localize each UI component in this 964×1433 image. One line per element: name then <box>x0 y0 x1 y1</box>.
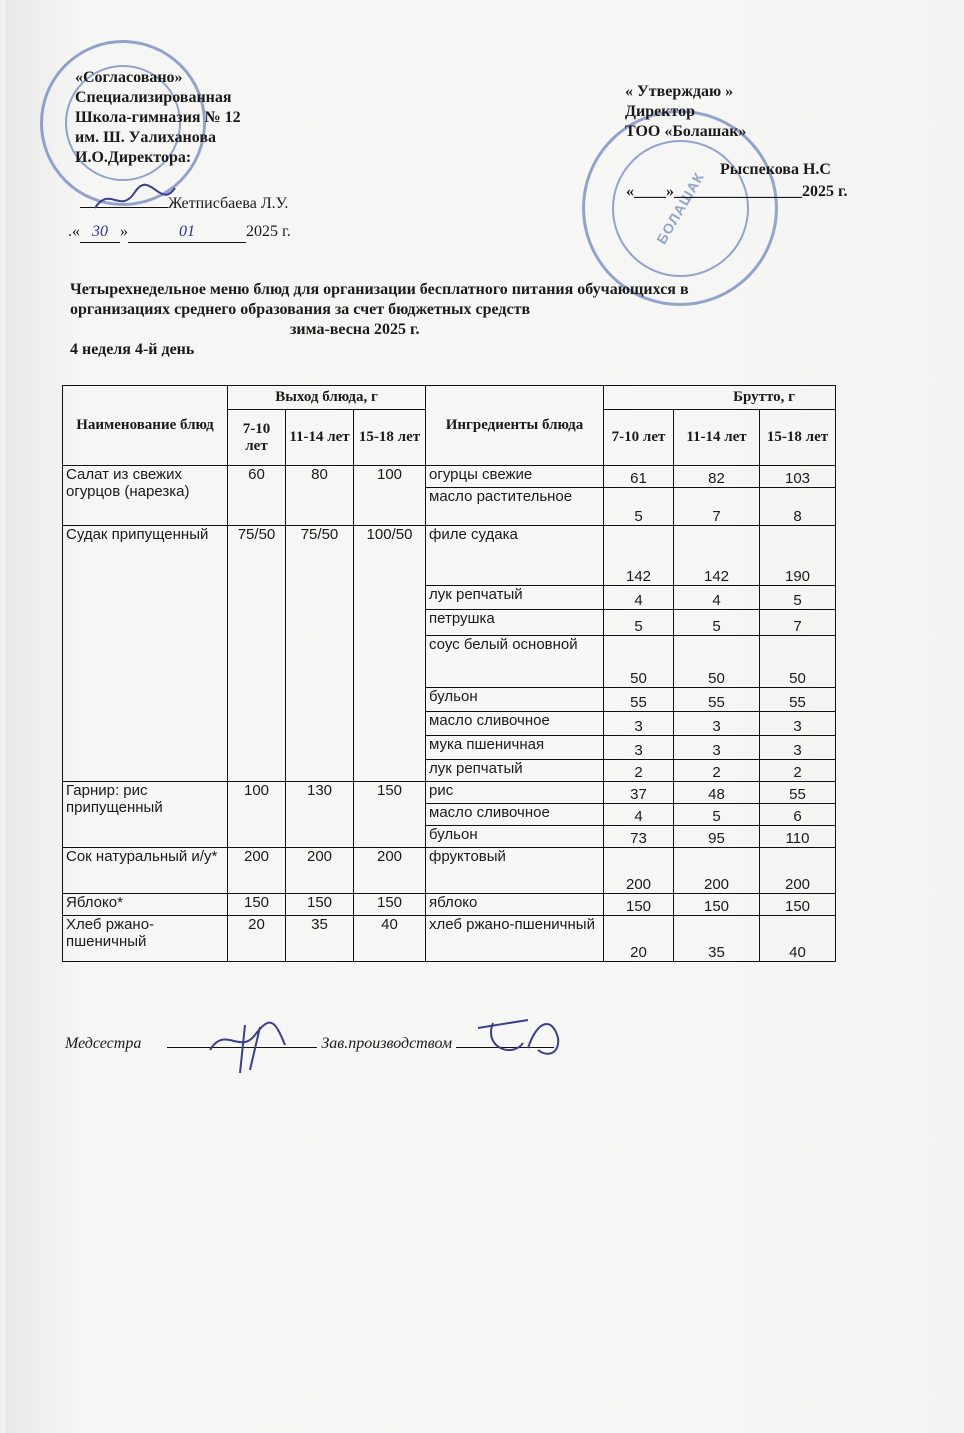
gross-15-18: 103 <box>760 466 836 488</box>
header-age-7-10: 7-10 лет <box>228 410 286 466</box>
left-signature <box>90 180 180 220</box>
approval-right-line1: « Утверждаю » <box>625 83 734 100</box>
ingredient-name: соус белый основной <box>426 636 604 688</box>
approval-right <box>625 82 746 142</box>
table-row <box>63 848 836 894</box>
gross-15-18: 40 <box>760 916 836 962</box>
approval-left-line4: им. Ш. Уалиханова <box>75 129 217 146</box>
approval-right-signer: Рыспекова Н.С <box>720 161 831 178</box>
approval-right-line2: Директор <box>625 103 695 120</box>
gross-11-14: 82 <box>674 466 760 488</box>
gross-7-10: 200 <box>604 848 674 894</box>
nurse-signature <box>205 1015 295 1075</box>
ingredient-name: бульон <box>426 826 604 848</box>
gross-15-18: 6 <box>760 804 836 826</box>
gross-11-14: 3 <box>674 736 760 760</box>
gross-11-14: 5 <box>674 804 760 826</box>
output-7-10: 75/50 <box>228 526 286 782</box>
gross-11-14: 55 <box>674 688 760 712</box>
gross-11-14: 95 <box>674 826 760 848</box>
gross-7-10: 37 <box>604 782 674 804</box>
gross-7-10: 50 <box>604 636 674 688</box>
gross-7-10: 3 <box>604 712 674 736</box>
output-7-10: 20 <box>228 916 286 962</box>
document-title <box>70 280 830 360</box>
header-gross-age-15-18: 15-18 лет <box>760 410 836 466</box>
gross-15-18: 110 <box>760 826 836 848</box>
ingredient-name: лук репчатый <box>426 760 604 782</box>
nurse-label: Медсестра <box>65 1035 142 1052</box>
output-15-18: 40 <box>354 916 426 962</box>
gross-7-10: 73 <box>604 826 674 848</box>
output-11-14: 75/50 <box>286 526 354 782</box>
output-7-10: 60 <box>228 466 286 526</box>
title-line1: Четырехнедельное меню блюд для организации бесплатного питания обучающихся в <box>70 281 689 298</box>
ingredient-name: яблоко <box>426 894 604 916</box>
output-11-14: 150 <box>286 894 354 916</box>
ingredient-name: мука пшеничная <box>426 736 604 760</box>
gross-11-14: 2 <box>674 760 760 782</box>
ingredient-name: масло растительное <box>426 488 604 526</box>
ingredient-name: огурцы свежие <box>426 466 604 488</box>
dish-name: Яблоко* <box>63 894 228 916</box>
output-15-18: 100 <box>354 466 426 526</box>
approval-left-line2: Специализированная <box>75 89 232 106</box>
gross-7-10: 61 <box>604 466 674 488</box>
ingredient-name: масло сливочное <box>426 712 604 736</box>
output-15-18: 150 <box>354 782 426 848</box>
dish-name: Судак припущенный <box>63 526 228 782</box>
header-ingredients: Ингредиенты блюда <box>426 386 604 466</box>
header-dish-name: Наименование блюд <box>63 386 228 466</box>
dish-name: Гарнир: рис припущенный <box>63 782 228 848</box>
table-row <box>63 526 836 586</box>
approval-left-line5: И.О.Директора: <box>75 149 192 166</box>
header-gross-age-7-10: 7-10 лет <box>604 410 674 466</box>
header-age-11-14: 11-14 лет <box>286 410 354 466</box>
gross-15-18: 3 <box>760 736 836 760</box>
gross-15-18: 5 <box>760 586 836 610</box>
gross-7-10: 5 <box>604 610 674 636</box>
gross-15-18: 200 <box>760 848 836 894</box>
gross-7-10: 4 <box>604 804 674 826</box>
approval-left-line1: «Согласовано» <box>75 69 183 86</box>
output-15-18: 100/50 <box>354 526 426 782</box>
approval-left-signer: Жетписбаева Л.У. <box>80 194 288 214</box>
output-7-10: 200 <box>228 848 286 894</box>
output-7-10: 100 <box>228 782 286 848</box>
ingredient-name: рис <box>426 782 604 804</box>
gross-15-18: 190 <box>760 526 836 586</box>
gross-11-14: 142 <box>674 526 760 586</box>
ingredient-name: масло сливочное <box>426 804 604 826</box>
gross-7-10: 3 <box>604 736 674 760</box>
table-row <box>63 466 836 488</box>
output-11-14: 80 <box>286 466 354 526</box>
gross-11-14: 5 <box>674 610 760 636</box>
ingredient-name: филе судака <box>426 526 604 586</box>
gross-11-14: 3 <box>674 712 760 736</box>
gross-15-18: 50 <box>760 636 836 688</box>
gross-15-18: 7 <box>760 610 836 636</box>
gross-11-14: 150 <box>674 894 760 916</box>
gross-7-10: 2 <box>604 760 674 782</box>
stamp-label: БОЛАШАК <box>652 169 707 247</box>
ingredient-name: хлеб ржано-пшеничный <box>426 916 604 962</box>
title-line4: 4 неделя 4-й день <box>70 341 195 358</box>
header-output: Выход блюда, г <box>228 386 426 410</box>
header-age-15-18: 15-18 лет <box>354 410 426 466</box>
output-15-18: 150 <box>354 894 426 916</box>
approval-left-date: .« 30 » 01 2025 г. <box>68 222 291 243</box>
gross-7-10: 142 <box>604 526 674 586</box>
output-15-18: 200 <box>354 848 426 894</box>
table-row <box>63 916 836 962</box>
dish-name: Салат из свежих огурцов (нарезка) <box>63 466 228 526</box>
ingredient-name: бульон <box>426 688 604 712</box>
header-gross-age-11-14: 11-14 лет <box>674 410 760 466</box>
table-row <box>63 894 836 916</box>
output-11-14: 35 <box>286 916 354 962</box>
gross-11-14: 35 <box>674 916 760 962</box>
dish-name: Сок натуральный и/у* <box>63 848 228 894</box>
gross-7-10: 5 <box>604 488 674 526</box>
output-11-14: 130 <box>286 782 354 848</box>
output-7-10: 150 <box>228 894 286 916</box>
gross-15-18: 150 <box>760 894 836 916</box>
gross-11-14: 48 <box>674 782 760 804</box>
gross-7-10: 20 <box>604 916 674 962</box>
gross-7-10: 55 <box>604 688 674 712</box>
gross-15-18: 3 <box>760 712 836 736</box>
approval-right-date: «____»________________2025 г. <box>626 183 848 200</box>
ingredient-name: фруктовый <box>426 848 604 894</box>
gross-11-14: 4 <box>674 586 760 610</box>
head-signature <box>468 1008 568 1068</box>
approval-left <box>75 68 241 168</box>
gross-11-14: 50 <box>674 636 760 688</box>
dish-name: Хлеб ржано-пшеничный <box>63 916 228 962</box>
gross-15-18: 8 <box>760 488 836 526</box>
menu-table <box>62 385 836 962</box>
gross-15-18: 55 <box>760 782 836 804</box>
approval-right-line3: ТОО «Болашак» <box>625 123 747 140</box>
ingredient-name: лук репчатый <box>426 586 604 610</box>
title-line2: организациях среднего образования за счет бюджетных средств <box>70 301 531 318</box>
gross-15-18: 55 <box>760 688 836 712</box>
approval-left-line3: Школа-гимназия № 12 <box>75 109 241 126</box>
gross-11-14: 200 <box>674 848 760 894</box>
gross-7-10: 150 <box>604 894 674 916</box>
ingredient-name: петрушка <box>426 610 604 636</box>
output-11-14: 200 <box>286 848 354 894</box>
gross-11-14: 7 <box>674 488 760 526</box>
header-gross: Брутто, г <box>604 386 836 410</box>
menu-table-body <box>63 466 836 962</box>
head-label: Зав.производством <box>321 1035 453 1052</box>
title-line3: зима-весна 2025 г. <box>290 321 420 338</box>
table-row <box>63 782 836 804</box>
gross-7-10: 4 <box>604 586 674 610</box>
gross-15-18: 2 <box>760 760 836 782</box>
